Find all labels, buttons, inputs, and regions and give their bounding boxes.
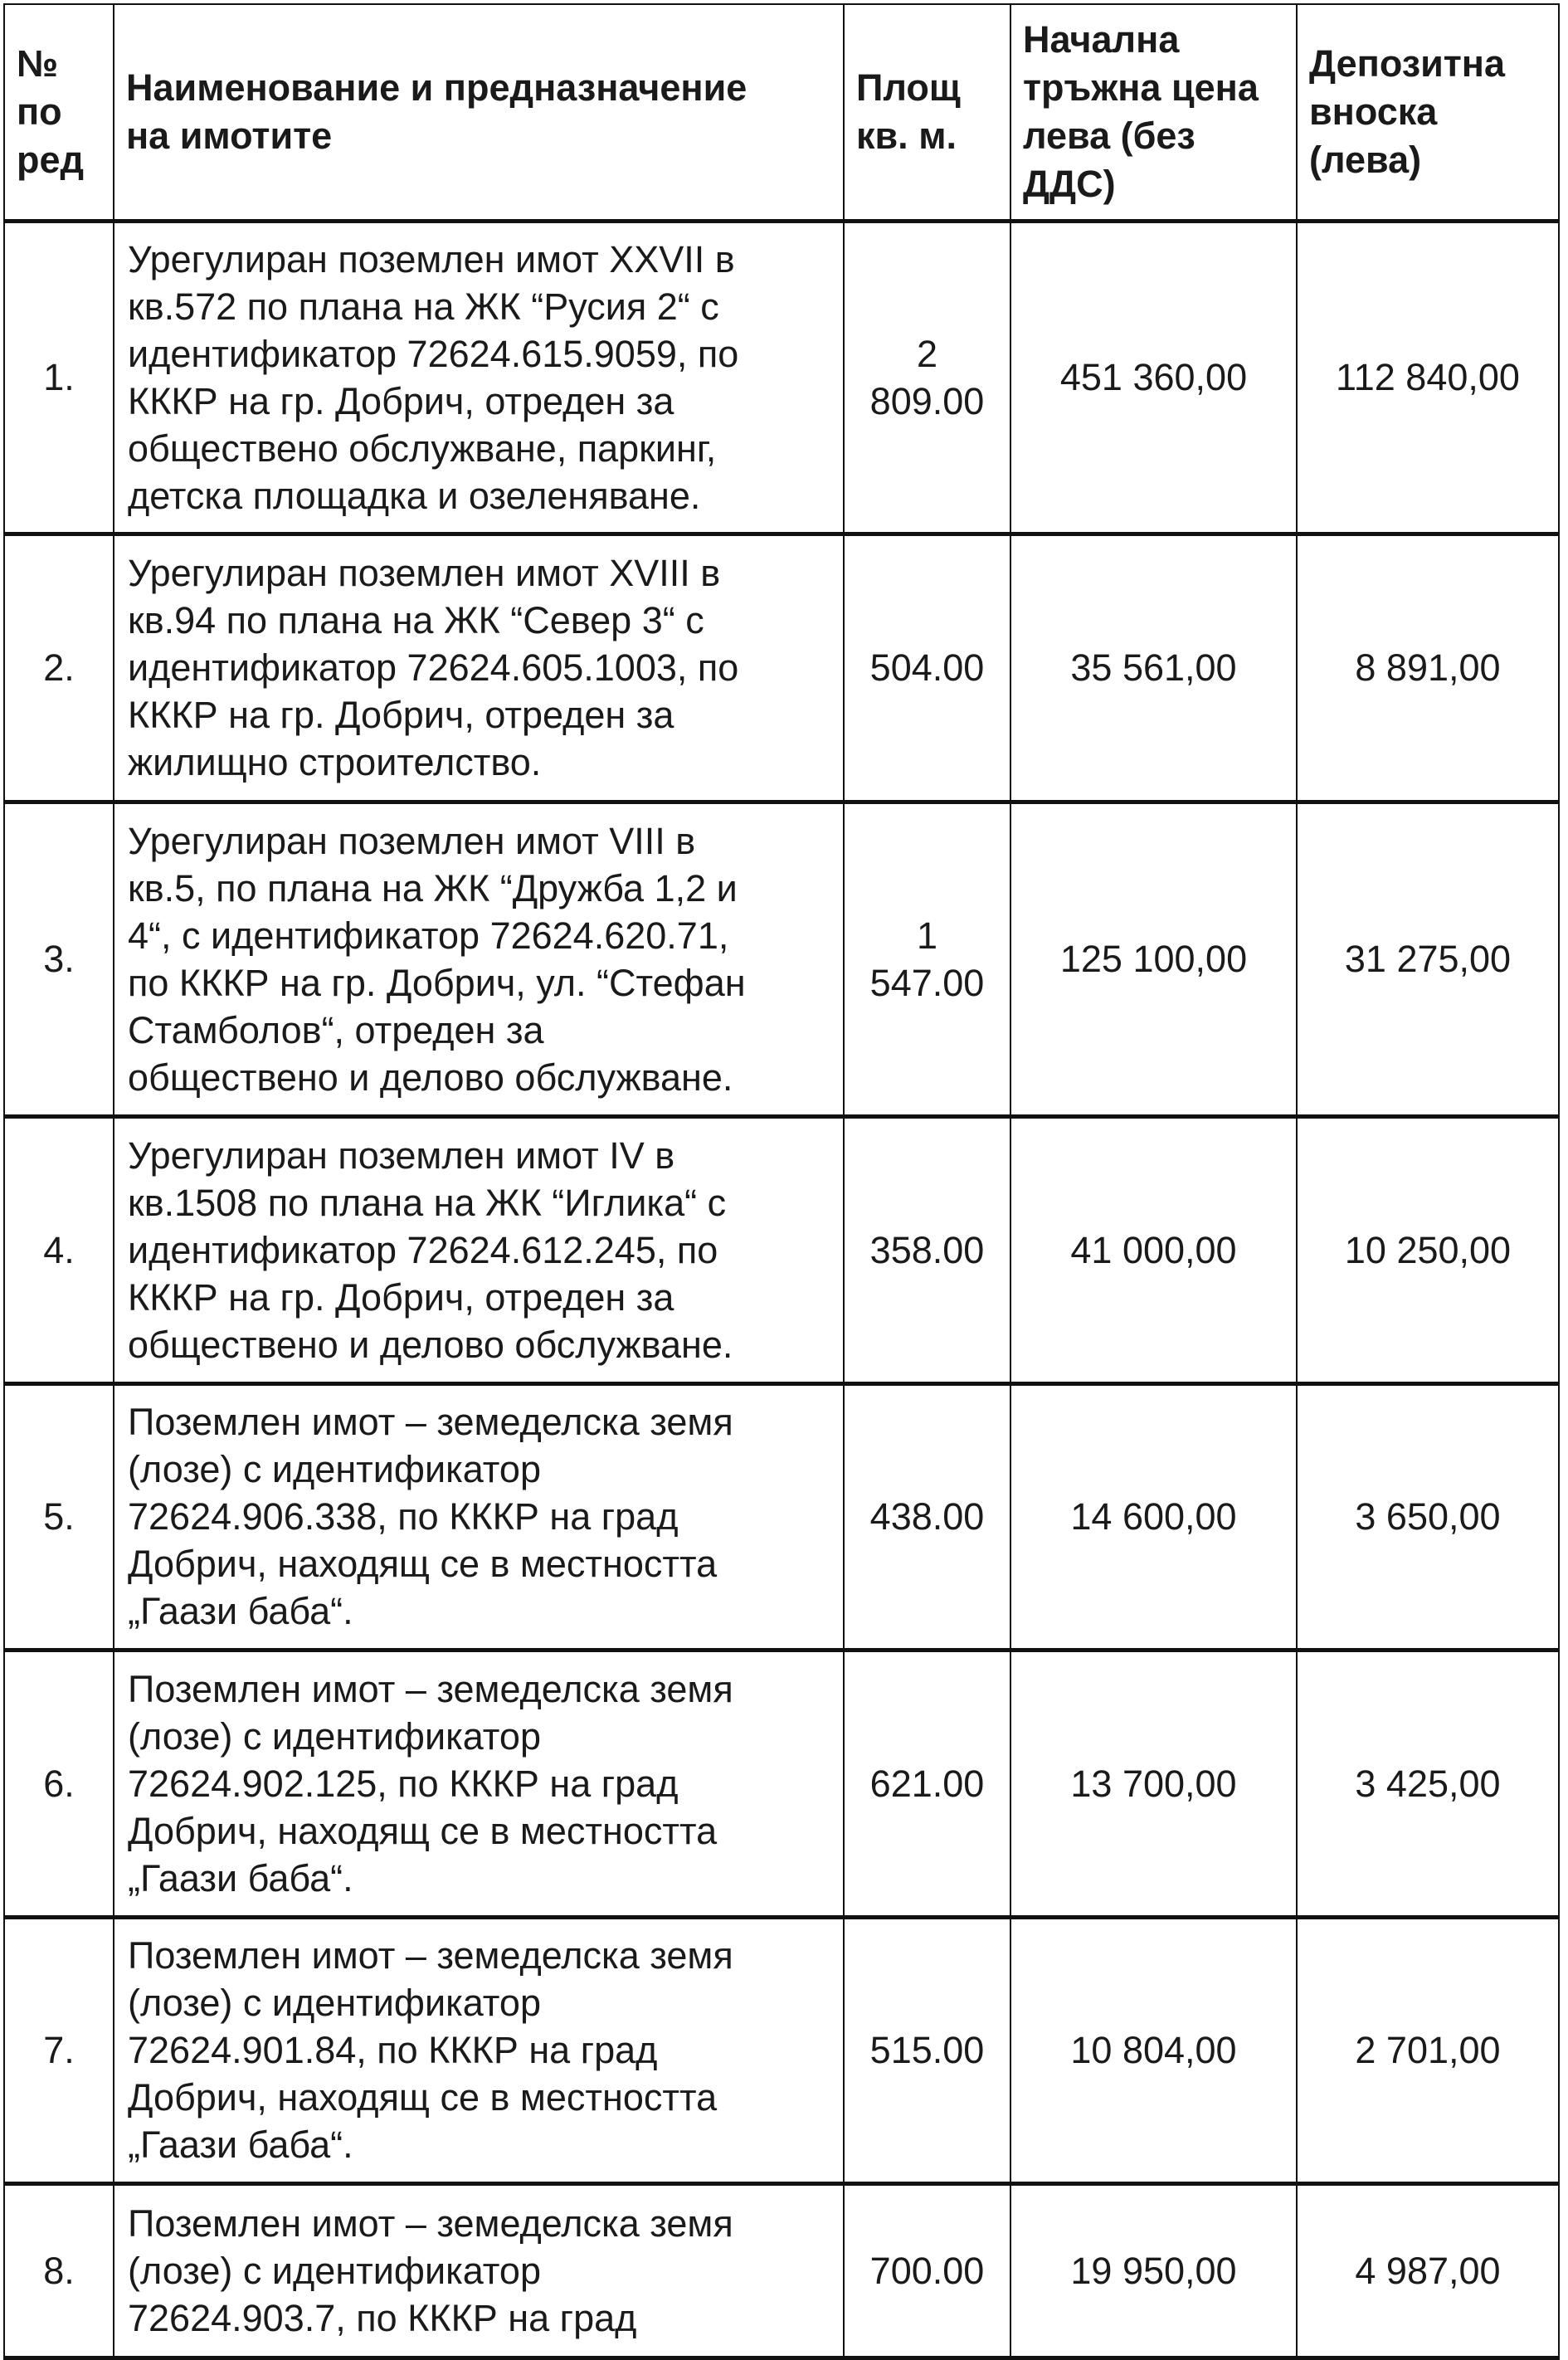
area-value: 438.00 (844, 1383, 1010, 1650)
header-description: Наименование и предназначение на имотите (114, 4, 844, 221)
table-row (4, 1116, 1559, 1383)
table-row (4, 221, 1559, 534)
table-row (4, 802, 1559, 1116)
header-deposit: Депозитна вноска (лева) (1297, 4, 1559, 221)
header-number: № по ред (4, 4, 114, 221)
deposit-value: 10 250,00 (1297, 1116, 1559, 1383)
starting-price: 451 360,00 (1010, 221, 1297, 534)
area-value: 621.00 (844, 1650, 1010, 1917)
deposit-value: 31 275,00 (1297, 802, 1559, 1116)
table-row (4, 1383, 1559, 1650)
deposit-value: 3 425,00 (1297, 1650, 1559, 1917)
starting-price: 14 600,00 (1010, 1383, 1297, 1650)
header-starting-price: Начална тръжна цена лева (без ДДС) (1010, 4, 1297, 221)
deposit-value: 8 891,00 (1297, 534, 1559, 802)
starting-price: 19 950,00 (1010, 2183, 1297, 2358)
starting-price: 13 700,00 (1010, 1650, 1297, 1917)
row-number: 2. (4, 534, 114, 802)
property-description: Урегулиран поземлен имот IV в кв.1508 по плана на ЖК “Иглика“ с идентификатор 72624.612.245, по КККР на гр. Добрич, отреден за обществено и делово обслужване. (114, 1116, 844, 1383)
property-description: Урегулиран поземлен имот VIII в кв.5, по плана на ЖК “Дружба 1,2 и 4“, с идентификатор 72624.620.71, по КККР на гр. Добрич, ул. “Стефан Стамболов“, отреден за обществено и делово обслужване. (114, 802, 844, 1116)
properties-table (3, 3, 1560, 2360)
starting-price: 10 804,00 (1010, 1917, 1297, 2183)
deposit-value: 2 701,00 (1297, 1917, 1559, 2183)
area-value: 2 809.00 (844, 221, 1010, 534)
starting-price: 41 000,00 (1010, 1116, 1297, 1383)
starting-price: 125 100,00 (1010, 802, 1297, 1116)
row-number: 4. (4, 1116, 114, 1383)
table-row (4, 534, 1559, 802)
row-number: 8. (4, 2183, 114, 2358)
deposit-value: 4 987,00 (1297, 2183, 1559, 2358)
area-value: 700.00 (844, 2183, 1010, 2358)
property-description: Урегулиран поземлен имот XVIII в кв.94 по плана на ЖК “Север 3“ с идентификатор 72624.605.1003, по КККР на гр. Добрич, отреден за жилищно строителство. (114, 534, 844, 802)
deposit-value: 3 650,00 (1297, 1383, 1559, 1650)
property-description: Поземлен имот – земеделска земя (лозе) с идентификатор 72624.902.125, по КККР на град Добрич, находящ се в местността „Гаази баба“. (114, 1650, 844, 1917)
row-number: 5. (4, 1383, 114, 1650)
row-number: 6. (4, 1650, 114, 1917)
area-value: 358.00 (844, 1116, 1010, 1383)
area-value: 504.00 (844, 534, 1010, 802)
row-number: 3. (4, 802, 114, 1116)
header-area: Площ кв. м. (844, 4, 1010, 221)
property-description: Поземлен имот – земеделска земя (лозе) с идентификатор 72624.901.84, по КККР на град Добрич, находящ се в местността „Гаази баба“. (114, 1917, 844, 2183)
starting-price: 35 561,00 (1010, 534, 1297, 802)
area-value: 1 547.00 (844, 802, 1010, 1116)
table-row (4, 1917, 1559, 2183)
property-description: Поземлен имот – земеделска земя (лозе) с идентификатор 72624.903.7, по КККР на град (114, 2183, 844, 2358)
row-number: 7. (4, 1917, 114, 2183)
header-row (4, 4, 1559, 221)
deposit-value: 112 840,00 (1297, 221, 1559, 534)
table-row (4, 2183, 1559, 2358)
property-description: Поземлен имот – земеделска земя (лозе) с идентификатор 72624.906.338, по КККР на град Добрич, находящ се в местността „Гаази баба“. (114, 1383, 844, 1650)
property-description: Урегулиран поземлен имот XXVII в кв.572 по плана на ЖК “Русия 2“ с идентификатор 72624.615.9059, по КККР на гр. Добрич, отреден за обществено обслужване, паркинг, детска площадка и озеленяване. (114, 221, 844, 534)
area-value: 515.00 (844, 1917, 1010, 2183)
row-number: 1. (4, 221, 114, 534)
table-row (4, 1650, 1559, 1917)
